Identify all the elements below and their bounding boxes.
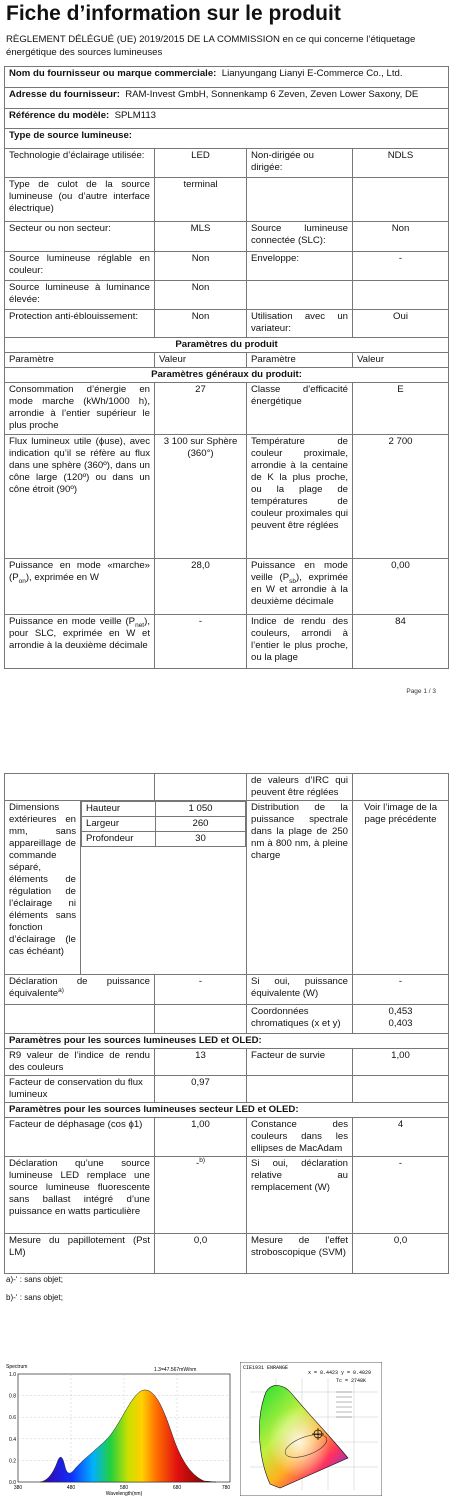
page-number: Page 1 / 3 bbox=[406, 688, 436, 695]
spectrum-ytick: 0.0 bbox=[9, 1480, 16, 1486]
cell-p4-1: - bbox=[155, 615, 247, 669]
spectral-label: Distribution de la puissance spectrale dans la plage de 250 nm à 800 nm, à pleine charge bbox=[247, 801, 353, 975]
cell-m3-1: 0,0 bbox=[155, 1234, 247, 1274]
cell-r2-3 bbox=[353, 178, 449, 222]
cell-p2-0: Flux lumineux utile (ϕuse), avec indication qu’il se réfère au flux dans une sphère (360º), dans un cône large (120º) ou dans un cône étroit (90º) bbox=[5, 435, 155, 559]
cell-q1-2: Si oui, puissance équivalente (W) bbox=[247, 975, 353, 1005]
dim-depth-value: 30 bbox=[156, 832, 246, 847]
dimensions-cell bbox=[81, 801, 247, 975]
dimensions-label: Dimensions extérieures en mm, sans appareillage de commande séparé, éléments de régulation de l’éclairage ni éléments sans fonction d’éclairage (le cas échéant) bbox=[5, 801, 81, 975]
cell-r3-2: Source lumineuse connectée (SLC): bbox=[247, 222, 353, 252]
dimensions-table bbox=[81, 801, 246, 847]
cell-r3-1: MLS bbox=[155, 222, 247, 252]
footnote-a: a)-‘ : sans objet; bbox=[6, 1275, 63, 1284]
dim-width-value: 260 bbox=[156, 817, 246, 832]
cell-l2-2 bbox=[247, 1076, 353, 1103]
cell-r5-3 bbox=[353, 281, 449, 310]
regulation-text: RÈGLEMENT DÉLÉGUÉ (UE) 2019/2015 DE LA COMMISSION en ce qui concerne l’étiquetage énergétique des sources lumineuses bbox=[6, 34, 416, 58]
cell-r6-2: Utilisation avec un variateur: bbox=[247, 310, 353, 338]
cell-m2-1: -$^{b)}$ bbox=[155, 1157, 247, 1234]
cell-r3-0: Secteur ou non secteur: bbox=[5, 222, 155, 252]
mains-header: Paramètres pour les sources lumineuses secteur LED et OLED: bbox=[5, 1103, 449, 1118]
cell-p1-0: Consommation d’énergie en mode marche (kWh/1000 h), arrondie à l’entier supérieur le plus proche bbox=[5, 383, 155, 435]
cell-q1-3: - bbox=[353, 975, 449, 1005]
cell-m1-2: Constance des couleurs dans les ellipses de MacAdam bbox=[247, 1118, 353, 1157]
cell-r3-3: Non bbox=[353, 222, 449, 252]
spectrum-xtick: 480 bbox=[66, 1485, 76, 1491]
cont-empty-2 bbox=[155, 774, 247, 801]
cell-r1-1: LED bbox=[155, 149, 247, 178]
model-label: Référence du modèle: bbox=[9, 110, 110, 121]
spectrum-ytick: 1.0 bbox=[9, 1372, 16, 1378]
cell-r4-1: Non bbox=[155, 252, 247, 281]
product-info-table-2 bbox=[4, 773, 449, 1274]
cont-empty-1 bbox=[5, 774, 155, 801]
cell-l1-1: 13 bbox=[155, 1049, 247, 1076]
spectrum-xtick: 780 bbox=[221, 1485, 231, 1491]
model-row bbox=[5, 109, 449, 129]
cell-m3-0: Mesure du papillotement (Pst LM) bbox=[5, 1234, 155, 1274]
cell-p3-1: 28,0 bbox=[155, 559, 247, 615]
supplier-label: Nom du fournisseur ou marque commerciale: bbox=[9, 68, 217, 79]
cell-p1-1: 27 bbox=[155, 383, 247, 435]
cell-p2-3: 2 700 bbox=[353, 435, 449, 559]
cell-r1-2: Non-dirigée ou dirigée: bbox=[247, 149, 353, 178]
cell-m1-0: Facteur de déphasage (cos ϕ1) bbox=[5, 1118, 155, 1157]
cell-p3-3: 0,00 bbox=[353, 559, 449, 615]
cell-l2-1: 0,97 bbox=[155, 1076, 247, 1103]
cell-p1-2: Classe d’efficacité énergétique bbox=[247, 383, 353, 435]
cell-q2-1 bbox=[155, 1005, 247, 1034]
cell-p4-3: 84 bbox=[353, 615, 449, 669]
spectrum-ytick: 0.8 bbox=[9, 1393, 16, 1400]
cell-q1-1: - bbox=[155, 975, 247, 1005]
cie-tc: Tc = 2748K bbox=[336, 1378, 367, 1384]
cell-m2-3: - bbox=[353, 1157, 449, 1234]
led-header: Paramètres pour les sources lumineuses LED et OLED: bbox=[5, 1034, 449, 1049]
cell-r6-0: Protection anti-éblouissement: bbox=[5, 310, 155, 338]
cell-r6-3: Oui bbox=[353, 310, 449, 338]
cell-r2-1: terminal bbox=[155, 178, 247, 222]
cie-header: CIE1931 ENRANGE bbox=[243, 1365, 289, 1371]
cell-r4-2: Enveloppe: bbox=[247, 252, 353, 281]
spectrum-title: Spectrum bbox=[6, 1364, 28, 1370]
irc-continuation: de valeurs d’IRC qui peuvent être réglées bbox=[247, 774, 353, 801]
cell-q2-3: 0,453 0,403 bbox=[353, 1005, 449, 1034]
supplier-value: Lianyungang Lianyi E-Commerce Co., Ltd. bbox=[221, 68, 403, 79]
cell-p3-2: Puissance en mode veille $(P_{sb})$, exprimée en W et arrondie à la deuxième décimale bbox=[247, 559, 353, 615]
cell-r5-0: Source lumineuse à luminance élevée: bbox=[5, 281, 155, 310]
cell-r5-2 bbox=[247, 281, 353, 310]
product-info-table-1 bbox=[4, 66, 449, 669]
cell-q2-0 bbox=[5, 1005, 155, 1034]
cell-p4-0: Puissance en mode veille $(P_{net})$, pour SLC, exprimée en W et arrondie à la deuxième décimale bbox=[5, 615, 155, 669]
cell-r6-1: Non bbox=[155, 310, 247, 338]
cell-l2-0: Facteur de conservation du flux lumineux bbox=[5, 1076, 155, 1103]
cie-coords: x = 0.4423 y = 0.4029 bbox=[308, 1370, 372, 1376]
cell-q2-2: Coordonnées chromatiques (x et y) bbox=[247, 1005, 353, 1034]
cell-m2-2: Si oui, déclaration relative au remplacement (W) bbox=[247, 1157, 353, 1234]
cont-empty-3 bbox=[353, 774, 449, 801]
cell-r5-1: Non bbox=[155, 281, 247, 310]
model-value: SPLM113 bbox=[114, 110, 156, 121]
general-header: Paramètres généraux du produit: bbox=[5, 368, 449, 383]
col-header-3: Paramètre bbox=[247, 353, 353, 368]
spectrum-ytick: 0.2 bbox=[9, 1458, 16, 1465]
col-header-4: Valeur bbox=[353, 353, 449, 368]
cell-m3-3: 0,0 bbox=[353, 1234, 449, 1274]
cell-p2-2: Température de couleur proximale, arrondie à la centaine de K la plus proche, ou la plage de températures de couleur proximales qui peuvent être réglées bbox=[247, 435, 353, 559]
col-header-1: Paramètre bbox=[5, 353, 155, 368]
cell-p2-1: 3 100 sur Sphère (360°) bbox=[155, 435, 247, 559]
spectrum-ytick: 0.4 bbox=[9, 1436, 16, 1443]
cell-m2-0: Déclaration qu’une source lumineuse LED remplace une source lumineuse fluorescente sans ballast intégré d’une puissance en watts particulière bbox=[5, 1157, 155, 1234]
dim-depth-label: Profondeur bbox=[82, 832, 156, 847]
cell-r2-2 bbox=[247, 178, 353, 222]
cell-q1-0: Déclaration de puissance équivalente$^{a)}$ bbox=[5, 975, 155, 1005]
cell-l1-0: R9 valeur de l’indice de rendu des couleurs bbox=[5, 1049, 155, 1076]
cell-r2-0: Type de culot de la source lumineuse (ou d’autre interface électrique) bbox=[5, 178, 155, 222]
cell-m1-3: 4 bbox=[353, 1118, 449, 1157]
cell-r4-3: - bbox=[353, 252, 449, 281]
spectrum-ytick: 0.6 bbox=[9, 1415, 16, 1422]
footnote-b: b)-‘ : sans objet; bbox=[6, 1293, 63, 1302]
col-header-2: Valeur bbox=[155, 353, 247, 368]
cie-chart bbox=[240, 1362, 382, 1496]
address-row bbox=[5, 88, 449, 109]
address-value: RAM-Invest GmbH, Sonnenkamp 6 Zeven, Zeven Lower Saxony, DE bbox=[125, 89, 419, 100]
cell-p4-2: Indice de rendu des couleurs, arrondi à l’entier le plus proche, ou la plage bbox=[247, 615, 353, 669]
dim-width-label: Largeur bbox=[82, 817, 156, 832]
spectrum-info: 1.3=47.567mW/nm bbox=[154, 1367, 197, 1373]
params-header: Paramètres du produit bbox=[5, 338, 449, 353]
dim-height-label: Hauteur bbox=[82, 802, 156, 817]
supplier-row bbox=[5, 67, 449, 88]
spectrum-chart bbox=[4, 1362, 236, 1496]
cell-l1-3: 1,00 bbox=[353, 1049, 449, 1076]
spectrum-xtick: 380 bbox=[13, 1485, 23, 1491]
cell-m3-2: Mesure de l’effet stroboscopique (SVM) bbox=[247, 1234, 353, 1274]
source-type-header: Type de source lumineuse: bbox=[5, 129, 449, 149]
spectrum-xtick: 580 bbox=[119, 1485, 129, 1491]
cell-l1-2: Facteur de survie bbox=[247, 1049, 353, 1076]
spectrum-xlabel: Wavelength(nm) bbox=[105, 1491, 143, 1496]
page-title: Fiche d’information sur le produit bbox=[6, 2, 341, 25]
spectral-value: Voir l’image de la page précédente bbox=[353, 801, 449, 975]
address-label: Adresse du fournisseur: bbox=[9, 89, 120, 100]
cell-p3-0: Puissance en mode «marche» $(P_{on})$, exprimée en W bbox=[5, 559, 155, 615]
spectrum-xtick: 680 bbox=[172, 1485, 182, 1491]
cell-r4-0: Source lumineuse réglable en couleur: bbox=[5, 252, 155, 281]
cell-r1-0: Technologie d’éclairage utilisée: bbox=[5, 149, 155, 178]
dim-height-value: 1 050 bbox=[156, 802, 246, 817]
cell-l2-3 bbox=[353, 1076, 449, 1103]
cell-p1-3: E bbox=[353, 383, 449, 435]
cell-r1-3: NDLS bbox=[353, 149, 449, 178]
cell-m1-1: 1,00 bbox=[155, 1118, 247, 1157]
